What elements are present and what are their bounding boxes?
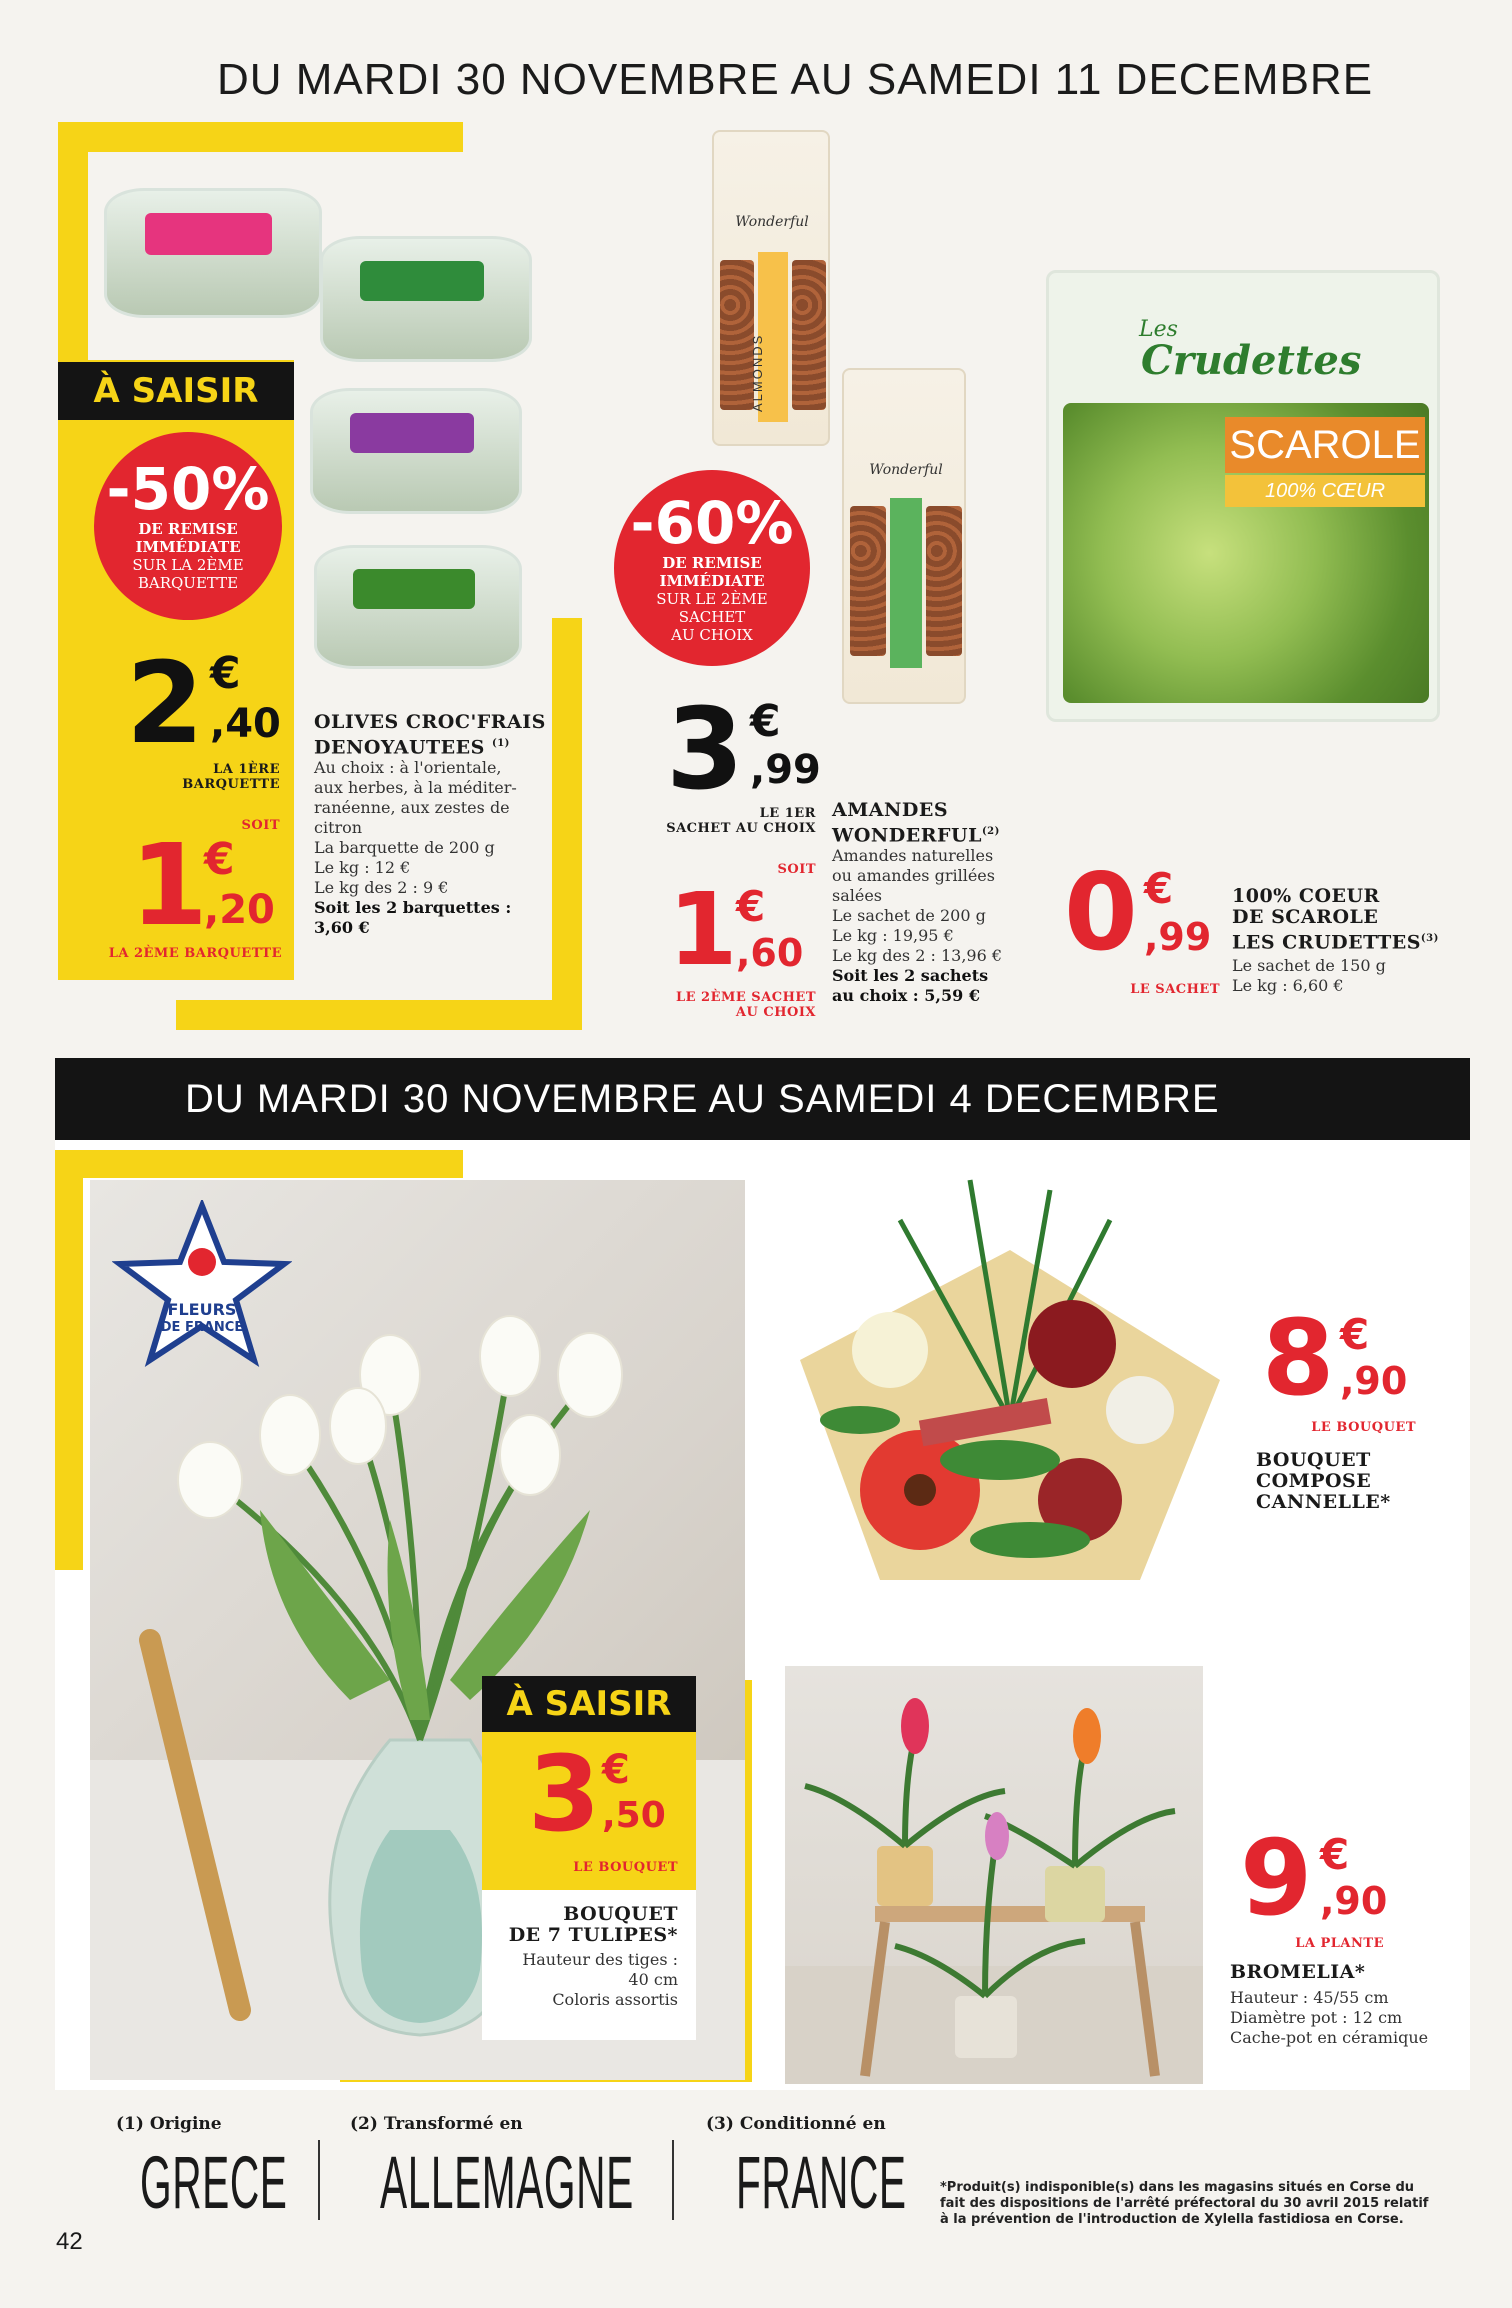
almonds-description: Amandes naturelles ou amandes grillées salées Le sachet de 200 g Le kg : 19,95 € Le kg des 2 : 13,96 € Soit les 2 sachets au choix : 5,59 €	[832, 846, 1003, 1005]
almonds-discount-value: -60%	[630, 489, 794, 557]
almond-sachet-2: Wonderful	[842, 368, 966, 704]
olives-discount-value: -50%	[106, 455, 270, 523]
olive-tub-4	[314, 545, 522, 669]
legal-footnote: *Produit(s) indisponible(s) dans les magasins situés en Corse du fait des dispositions de l'arrêté préfectoral du 30 avril 2015 relatif à la prévention de l'introduction de Xylella fastidiosa en Corse.	[940, 2180, 1429, 2227]
origin2-label: (2) Transformé en	[350, 2114, 523, 2134]
tulips-price: 3 € ,50	[528, 1733, 666, 1855]
bouquet-price: 8 € ,90	[1262, 1297, 1408, 1419]
footer-separator-1	[318, 2140, 320, 2220]
olives-description: Au choix : à l'orientale, aux herbes, à la méditer- ranéenne, aux zestes de citron La barquette de 200 g Le kg : 12 € Le kg des 2 : 9 € Soit les 2 barquettes : 3,60 €	[314, 758, 517, 937]
olive-tub-2	[320, 236, 532, 362]
almond-sachet-1: Wonderful ALMONDS	[712, 130, 830, 446]
origin1-label: (1) Origine	[116, 2114, 222, 2134]
tulips-title: BOUQUET DE 7 TULIPES*	[508, 1903, 678, 1946]
olive-tub-1	[104, 188, 322, 318]
almonds-price-second: 1 € ,60	[668, 871, 804, 988]
bouquet-title: BOUQUET COMPOSE CANNELLE*	[1256, 1449, 1391, 1513]
page-number: 42	[56, 2228, 83, 2255]
s2-yellow-top	[55, 1150, 463, 1178]
bromelia-title: BROMELIA*	[1230, 1961, 1366, 1983]
yellow-frame-right	[552, 618, 582, 1030]
origin1-country: GRECE	[140, 2141, 288, 2224]
yellow-frame-top	[58, 122, 463, 152]
olives-price-first: 2 € ,40	[126, 639, 281, 769]
section2-header: DU MARDI 30 NOVEMBRE AU SAMEDI 4 DECEMBRE	[55, 1058, 1470, 1140]
almonds-price-first: 3 € ,99	[666, 685, 821, 815]
tulips-description: Hauteur des tiges : 40 cm Coloris assortis	[522, 1950, 678, 2009]
bouquet-cannelle-photo	[780, 1160, 1250, 1640]
olive-tub-3	[310, 388, 522, 514]
olives-title: OLIVES CROC'FRAIS DENOYAUTEES $^{(1)}$	[314, 711, 546, 759]
olive-tub-label	[145, 213, 272, 255]
olives-discount-badge: -50% DE REMISE IMMÉDIATE SUR LA 2ÈME BARQUETTE	[94, 432, 282, 620]
bromelia-illustration	[785, 1666, 1203, 2084]
bromelia-price: 9 € ,90	[1240, 1817, 1388, 1939]
star-logo-icon	[112, 1200, 292, 1380]
s2-yellow-left	[55, 1150, 83, 1570]
scarole-description: Le sachet de 150 g Le kg : 6,60 €	[1232, 956, 1386, 995]
origin3-label: (3) Conditionné en	[706, 2114, 886, 2134]
crudettes-logo: Crudettes	[1141, 337, 1362, 384]
olives-price-second: 1 € ,20	[130, 821, 275, 951]
yellow-frame-bottom	[176, 1000, 582, 1030]
olives-a-saisir-tag: À SAISIR	[58, 362, 294, 420]
section1-header: DU MARDI 30 NOVEMBRE AU SAMEDI 11 DECEMBRE	[216, 55, 1374, 104]
flyer-page: DU MARDI 30 NOVEMBRE AU SAMEDI 11 DECEMBRE À SAISIR -50% DE REMISE IMMÉDIATE SUR LA 2ÈME BARQUETTE 2 € ,40 LA 1ÈRE BARQUETTE SOIT 1 € ,20 LA 2ÈME BARQUETTE OLIVES CROC'FRAIS DENOYAUTEES $^{(1)}$ Au choix : à l'orientale, aux herbes, à la méditer- ranéenne, aux zestes de citron La barquette de 200 g Le kg : 12 € Le kg des 2 : 9 € Soit les 2 barquettes : 3,60 € Wonderful ALMONDS Wonderful -60% DE REMISE IMMÉDIATE SUR LE 2ÈME SACHET AU CHOIX 3 € ,99 LE 1ER SACHET AU CHOIX SOIT 1 € ,60 LE 2ÈME SACHET AU CHOIX AMANDES WONDERFUL$^{(2)}$ Amandes naturelles ou amandes grillées salées Le sachet de 200 g Le kg : 19,95 € Le kg des 2 : 13,96 € Soit les 2 sachets au choix : 5,59 € Les Crudettes SCAROLE 100% CŒUR 0 € ,99 LE SACHET 100% COEUR DE SCAROLE LES CRUDETTES$^{(3)}$ Le sachet de 150 g Le kg : 6,60 € DU MARDI 30 NOVEMBRE AU SAMEDI 4 DECEMBRE FLEURS DE FRANCE À SAISIR 3 € ,50 LE BOUQUET BOUQUET DE 7 TULIPES* Hauteur des tiges : 40 cm Coloris assortis 8 € ,90 LE BOUQUET BOUQUET COMPOSE CANNELLE* 9 € ,90 LA PLANTE BROMELIA* Hauteur : 45/55 cm Diamètre pot : 12 cm Cache-pot en céramique (1) Origine GRECE (2) Transformé en ALLEMAGNE (3) Conditionné en FRANCE *Produit(s) indisponible(s) dans les magasins situés en Corse du fait des dispositions de l'arrêté préfectoral du 30 avril 2015 relatif à la prévention de l'introduction de Xylella fastidiosa en Corse. 42	[0, 0, 1512, 2308]
fleurs-de-france-logo: FLEURS DE FRANCE	[112, 1200, 292, 1380]
origin3-country: FRANCE	[736, 2141, 907, 2224]
tulips-a-saisir-tag: À SAISIR	[482, 1676, 696, 1732]
scarole-price: 0 € ,99	[1064, 851, 1212, 974]
almonds-discount-badge: -60% DE REMISE IMMÉDIATE SUR LE 2ÈME SACHET AU CHOIX	[614, 470, 810, 666]
almonds-title: AMANDES WONDERFUL$^{(2)}$	[832, 799, 1000, 847]
bromelia-description: Hauteur : 45/55 cm Diamètre pot : 12 cm Cache-pot en céramique	[1230, 1988, 1429, 2047]
bromelia-photo	[785, 1666, 1203, 2084]
scarole-title: 100% COEUR DE SCAROLE LES CRUDETTES$^{(3)}$	[1232, 885, 1439, 954]
footer-separator-2	[672, 2140, 674, 2220]
origin2-country: ALLEMAGNE	[380, 2141, 634, 2224]
bouquet-illustration	[780, 1160, 1250, 1640]
scarole-salad-bag: Les Crudettes SCAROLE 100% CŒUR	[1046, 270, 1440, 722]
